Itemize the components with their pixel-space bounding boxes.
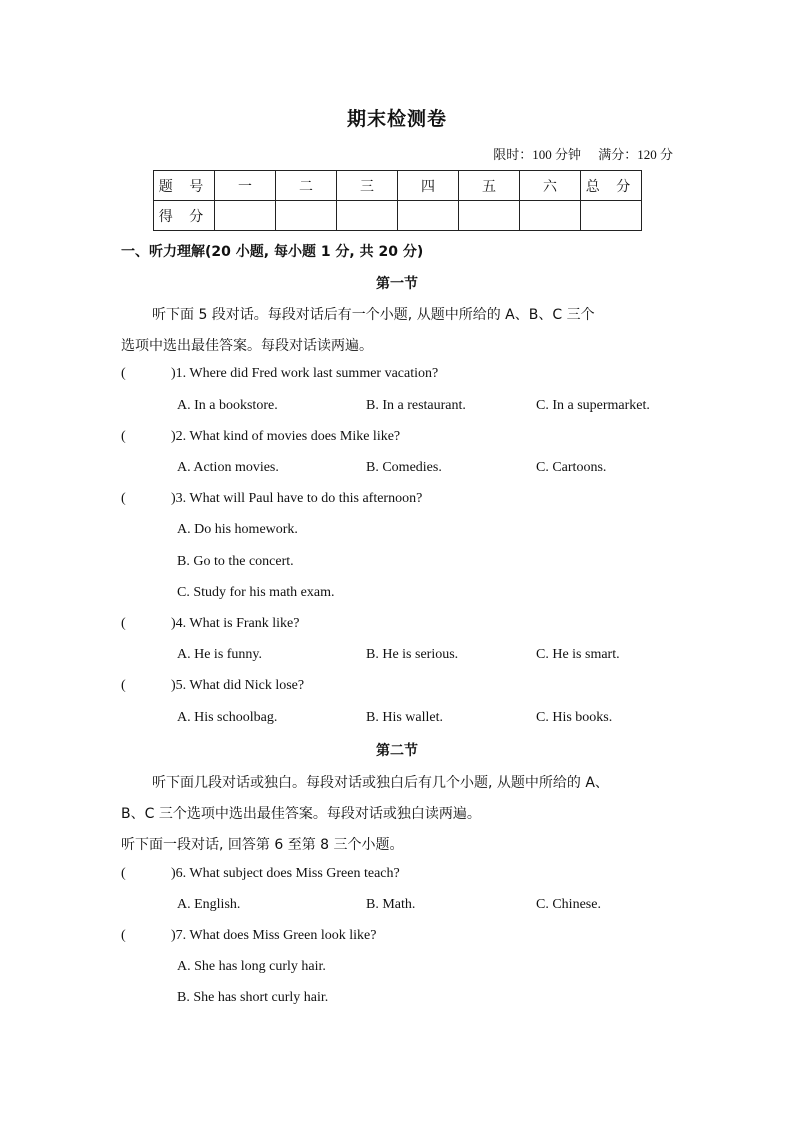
question-stem: )7. What does Miss Green look like? <box>171 928 377 943</box>
question-7 <box>121 928 376 944</box>
score-table-cell: 五 <box>459 171 520 201</box>
answer-blank[interactable]: ( <box>121 866 126 881</box>
question-stem: )3. What will Paul have to do this afternoon? <box>171 491 423 506</box>
question-6 <box>121 866 400 882</box>
score-table-cell: 四 <box>398 171 459 201</box>
option-b: B. In a restaurant. <box>366 398 466 413</box>
option-b: B. Go to the concert. <box>177 554 294 569</box>
full-score: 满分：120 分 <box>598 147 673 162</box>
answer-blank[interactable]: ( <box>121 366 126 381</box>
option-a: A. Do his homework. <box>177 522 298 537</box>
section2-instruction: 听下面几段对话或独白。每段对话或独白后有几个小题, 从题中所给的 A、 <box>152 775 609 791</box>
score-entry-cell[interactable] <box>398 201 459 231</box>
score-table-cell: 一 <box>215 171 276 201</box>
score-entry-cell[interactable] <box>215 201 276 231</box>
question-stem: )6. What subject does Miss Green teach? <box>171 866 400 881</box>
score-entry-cell[interactable] <box>459 201 520 231</box>
option-a: A. He is funny. <box>177 647 263 662</box>
section1-heading: 第一节 <box>376 276 418 292</box>
option-c: C. Study for his math exam. <box>177 585 335 600</box>
score-table-header-row <box>154 171 642 201</box>
option-b: B. His wallet. <box>366 710 443 725</box>
score-table-cell: 二 <box>276 171 337 201</box>
question-2 <box>121 429 400 445</box>
option-a: A. In a bookstore. <box>177 398 278 413</box>
option-c: C. Chinese. <box>536 897 601 912</box>
answer-blank[interactable]: ( <box>121 616 126 631</box>
score-table <box>153 170 642 231</box>
option-b: B. She has short curly hair. <box>177 990 329 1005</box>
score-entry-cell[interactable] <box>520 201 581 231</box>
score-entry-cell[interactable] <box>581 201 642 231</box>
time-info <box>479 144 673 163</box>
question-stem: )2. What kind of movies does Mike like? <box>171 429 401 444</box>
option-a: A. His schoolbag. <box>177 710 278 725</box>
score-table-cell: 得 分 <box>154 201 215 231</box>
score-entry-cell[interactable] <box>337 201 398 231</box>
answer-blank[interactable]: ( <box>121 678 126 693</box>
question-3 <box>121 491 422 507</box>
section2-sub-instruction: 听下面一段对话, 回答第 6 至第 8 三个小题。 <box>121 837 404 853</box>
score-table-cell: 三 <box>337 171 398 201</box>
option-b: B. Comedies. <box>366 460 442 475</box>
option-c: C. In a supermarket. <box>536 398 650 413</box>
question-stem: )5. What did Nick lose? <box>171 678 305 693</box>
option-c: C. Cartoons. <box>536 460 607 475</box>
option-a: A. She has long curly hair. <box>177 959 326 974</box>
section2-heading: 第二节 <box>376 743 418 759</box>
question-1 <box>121 366 438 382</box>
question-stem: )4. What is Frank like? <box>171 616 300 631</box>
answer-blank[interactable]: ( <box>121 491 126 506</box>
page-title: 期末检测卷 <box>346 108 447 130</box>
time-limit: 限时：100 分钟 <box>493 147 581 162</box>
option-a: A. English. <box>177 897 241 912</box>
section1-instruction: 听下面 5 段对话。每段对话后有一个小题, 从题中所给的 A、B、C 三个 <box>152 307 595 323</box>
question-5 <box>121 678 304 694</box>
question-stem: )1. Where did Fred work last summer vacation? <box>171 366 439 381</box>
option-c: C. His books. <box>536 710 613 725</box>
option-b: B. He is serious. <box>366 647 459 662</box>
score-table-cell: 总 分 <box>581 171 642 201</box>
score-table-cell: 题 号 <box>154 171 215 201</box>
score-table-cell: 六 <box>520 171 581 201</box>
option-a: A. Action movies. <box>177 460 279 475</box>
section1-instruction: 选项中选出最佳答案。每段对话读两遍。 <box>121 338 373 354</box>
answer-blank[interactable]: ( <box>121 928 126 943</box>
option-c: C. He is smart. <box>536 647 620 662</box>
score-table-score-row <box>154 201 642 231</box>
part1-heading: 一、听力理解(20 小题, 每小题 1 分, 共 20 分) <box>121 244 424 260</box>
question-4 <box>121 616 299 632</box>
option-b: B. Math. <box>366 897 416 912</box>
answer-blank[interactable]: ( <box>121 429 126 444</box>
section2-instruction: B、C 三个选项中选出最佳答案。每段对话或独白读两遍。 <box>121 806 481 822</box>
score-entry-cell[interactable] <box>276 201 337 231</box>
